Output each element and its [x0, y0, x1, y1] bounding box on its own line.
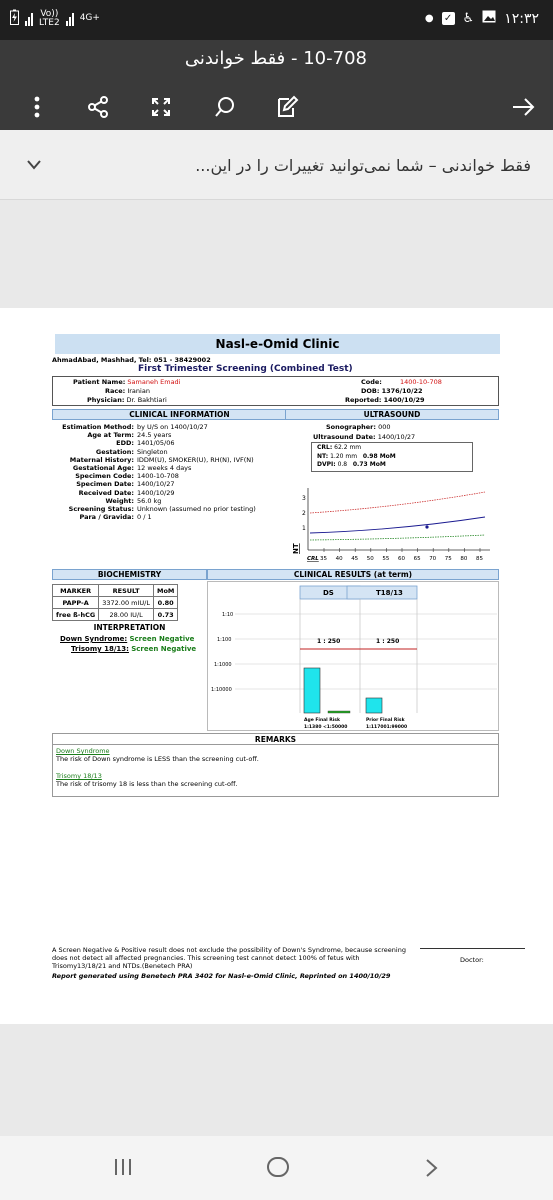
reported-label: Reported: — [345, 396, 382, 404]
nt-lower-curve — [310, 535, 485, 540]
reported-date: 1400/10/29 — [383, 396, 425, 404]
clinical-info-header: CLINICAL INFORMATION — [52, 409, 307, 420]
interp-trisomy: Trisomy 18/13: Screen Negative — [71, 645, 197, 653]
risk-ytick-10: 1:10 — [222, 612, 234, 618]
clinical-info-label: Estimation Method: — [62, 423, 134, 431]
biochemistry-table — [52, 584, 178, 621]
signal-icon-2 — [66, 12, 74, 26]
clinic-name: Nasl-e-Omid Clinic — [55, 334, 500, 354]
banner-expand-button[interactable] — [26, 156, 42, 175]
nt-chart-xlabel: CRL — [307, 556, 319, 562]
clinical-info-row — [52, 480, 302, 488]
clinical-info-value: 1400-10-708 — [137, 472, 179, 481]
nt-xtick-label: 45 — [351, 556, 359, 562]
biochemistry-header: BIOCHEMISTRY — [52, 569, 207, 580]
clinic-address: AhmadAbad, Mashhad, Tel: 051 - 38429002 — [52, 356, 211, 364]
status-left — [10, 9, 100, 28]
clinical-info-row — [52, 439, 302, 447]
battery-charging-icon — [10, 9, 19, 28]
share-icon — [86, 95, 110, 119]
clinical-info-row — [52, 464, 302, 472]
t18-label: T18/13 — [376, 589, 403, 597]
nt-xtick-label: 50 — [366, 556, 374, 562]
clinical-info-value: 24.5 years — [137, 431, 172, 440]
status-bar — [0, 0, 553, 40]
clinical-info-label: EDD: — [116, 439, 134, 448]
recents-button[interactable] — [113, 1158, 133, 1180]
clinical-info-row — [52, 456, 302, 464]
toolbar — [0, 86, 553, 126]
clinical-info-row — [52, 497, 302, 505]
patient-name-label: Patient Name: — [73, 378, 126, 386]
dvpi-row: DVPI: 0.8 0.73 MoM — [317, 461, 386, 468]
remarks-header: REMARKS — [52, 733, 499, 745]
nt-xtick-label: 75 — [444, 556, 452, 562]
remark-down-syndrome-title: Down Syndrome — [56, 747, 110, 755]
nt-xtick-label: 55 — [382, 556, 390, 562]
nt-xtick-label: 80 — [460, 556, 468, 562]
clinical-info-row — [52, 472, 302, 480]
table-row: PAPP-A 3372.00 mIU/L 0.80 — [53, 597, 178, 609]
generated-by-text: Report generated using Benetech PRA 3402 for Nasl-e-Omid Clinic, Reprinted on 1400/10/29 — [52, 972, 391, 980]
clinical-info-value: 12 weeks 4 days — [137, 464, 192, 472]
t18-sub-label: Prior Final Risk — [366, 718, 405, 723]
document-page[interactable] — [0, 308, 553, 1024]
home-button[interactable] — [266, 1156, 290, 1182]
ds-sub-label: Age Final Risk — [304, 718, 340, 723]
physician: Dr. Bakhtiari — [126, 396, 167, 404]
checkbox-notification-icon: ✓ — [442, 12, 455, 25]
clinical-results-chart — [207, 581, 499, 731]
clinical-results-header: CLINICAL RESULTS (at term) — [207, 569, 499, 580]
nt-upper-curve — [310, 492, 485, 513]
clinical-info-value: 56.0 kg — [137, 496, 162, 505]
ultrasound-header: ULTRASOUND — [285, 409, 499, 420]
risk-ytick-100: 1:100 — [217, 637, 232, 643]
clinical-info-label: Weight: — [105, 496, 134, 505]
ds-cutoff-ratio: 1 : 250 — [317, 638, 341, 645]
clinical-info-label: Specimen Code: — [75, 472, 134, 481]
dot-icon: ● — [424, 13, 434, 24]
race: Iranian — [127, 387, 150, 395]
clinical-info-row — [52, 423, 302, 431]
col-marker: MARKER — [53, 585, 99, 597]
back-button[interactable] — [425, 1158, 439, 1182]
col-result: RESULT — [99, 585, 154, 597]
forward-button[interactable] — [508, 92, 538, 122]
sonographer-row: Sonographer: 000 — [326, 423, 391, 431]
clinical-info-label: Maternal History: — [69, 455, 134, 464]
clock: ۱۲:۳۲ — [504, 10, 539, 27]
remark-trisomy-title: Trisomy 18/13 — [56, 772, 102, 780]
ds-label: DS — [323, 589, 334, 597]
risk-ytick-1000: 1:1000 — [214, 662, 232, 668]
app-bar — [0, 40, 553, 130]
clinical-info-label: Gestation: — [95, 447, 134, 456]
clinical-info-value: 1400/10/27 — [137, 480, 175, 489]
search-button[interactable] — [210, 92, 240, 122]
interpretation-header: INTERPRETATION — [93, 623, 166, 632]
expand-icon — [150, 96, 172, 118]
clinical-info-row — [52, 513, 302, 521]
ds-age-risk-bar — [304, 668, 320, 713]
navigation-bar — [0, 1136, 553, 1200]
edit-button[interactable] — [272, 92, 302, 122]
dob: 1376/10/22 — [381, 387, 423, 395]
interpretation-box — [52, 623, 207, 665]
nt-median-curve — [310, 517, 485, 533]
t18-sub-values: 1:117001:99000 — [366, 725, 408, 730]
chevron-right-icon — [425, 1158, 439, 1178]
report-subtitle: First Trimester Screening (Combined Test) — [138, 364, 353, 374]
document-title: 10-708 - فقط خواندنی — [184, 48, 367, 69]
clinical-info-value: 0 / 1 — [137, 513, 152, 522]
accessibility-icon: ♿ — [462, 11, 475, 26]
doctor-signature-line — [420, 948, 525, 949]
clinical-info-value: by U/S on 1400/10/27 — [137, 423, 208, 431]
nt-crl-chart — [290, 480, 495, 565]
t18-cutoff-ratio: 1 : 250 — [376, 638, 400, 645]
patient-name: Samaneh Emadi — [127, 378, 181, 386]
clinical-info-value: Unknown (assumed no prior testing) — [137, 505, 256, 513]
disclaimer-text: A Screen Negative & Positive result does not exclude the possibility of Down's Syndrome, because screening does not detect all affected pregnancies. This screening test cannot detect 100% of fetus with Trisomy13/18/21 and NTDs.(Benetech PRA) — [52, 946, 406, 970]
clinical-info-label: Para / Gravida: — [79, 513, 134, 522]
crl-row: CRL: 62.2 mm — [317, 444, 362, 451]
clinical-info-value: 1400/10/29 — [137, 488, 175, 497]
remark-down-syndrome-text: The risk of Down syndrome is LESS than the screening cut-off. — [56, 755, 259, 763]
clinical-info-label: Specimen Date: — [76, 480, 134, 489]
fullscreen-button[interactable] — [146, 92, 176, 122]
risk-ytick-10000: 1:10000 — [211, 687, 232, 693]
clinical-info-label: Gestational Age: — [72, 464, 134, 472]
image-notification-icon — [482, 10, 496, 27]
clinical-info-value: Singleton — [137, 447, 168, 456]
search-icon — [213, 95, 237, 119]
more-options-button[interactable] — [22, 92, 52, 122]
share-button[interactable] — [83, 92, 113, 122]
chevron-down-icon — [26, 159, 42, 171]
nt-xtick-label: 65 — [413, 556, 421, 562]
clinical-info-label: Age at Term: — [87, 431, 134, 440]
nt-chart-ylabel: NT — [292, 543, 300, 554]
clinical-info-label: Screening Status: — [68, 505, 134, 513]
more-vertical-icon — [34, 96, 40, 118]
report-footer — [52, 946, 412, 980]
clinical-info-value: IDDM(U), SMOKER(U), RH(N), IVF(N) — [137, 455, 254, 464]
network-label: Vo)) LTE2 — [39, 8, 60, 28]
patient-code: 1400-10-708 — [399, 378, 442, 386]
physician-label: Physician: — [87, 396, 125, 404]
dob-label: DOB: — [361, 387, 380, 395]
nt-xtick-label: 70 — [429, 556, 437, 562]
readonly-banner[interactable] — [0, 130, 553, 200]
measurement-box — [311, 442, 473, 472]
patient-box — [52, 376, 499, 406]
ds-sub-values: 1:1380 <1:50000 — [304, 725, 348, 730]
remark-trisomy-text: The risk of trisomy 18 is less than the screening cut-off. — [56, 780, 238, 788]
nt-xtick-label: 40 — [335, 556, 343, 562]
readonly-banner-text: فقط خواندنی – شما نمی‌توانید تغییرات را در این... — [195, 156, 531, 175]
edit-icon — [275, 95, 299, 119]
nt-patient-point — [425, 525, 428, 528]
code-label: Code: — [361, 378, 382, 386]
interp-down-syndrome: Down Syndrome: Screen Negative — [60, 635, 195, 643]
nt-ytick-2: 2 — [302, 510, 306, 517]
nt-xtick-label: 60 — [398, 556, 405, 562]
clinical-info-row — [52, 489, 302, 497]
race-label: Race: — [105, 387, 126, 395]
table-header-row — [53, 585, 178, 597]
clinical-info-label: Received Date: — [78, 488, 134, 497]
ultrasound-date-row: Ultrasound Date: 1400/10/27 — [313, 433, 416, 441]
nt-xtick-label: 35 — [320, 556, 327, 562]
nt-ytick-3: 3 — [302, 495, 306, 502]
arrow-right-icon — [511, 97, 535, 117]
clinical-info-row — [52, 505, 302, 513]
table-row: free ß-hCG 28.00 IU/L 0.73 — [53, 609, 178, 621]
t18-prior-risk-bar — [366, 698, 382, 713]
network-4g-label: 4G+ — [79, 13, 100, 23]
clinical-info-row — [52, 431, 302, 439]
nt-row: NT: 1.20 mm 0.98 MoM — [317, 452, 396, 460]
nt-ytick-1: 1 — [302, 525, 306, 532]
ds-final-risk-bar — [328, 711, 350, 713]
doctor-label: Doctor: — [460, 956, 484, 964]
nt-xtick-label: 85 — [476, 556, 483, 562]
signal-icon — [25, 12, 33, 26]
recents-icon — [113, 1158, 133, 1176]
remarks-box — [52, 745, 499, 797]
clinical-info-row — [52, 448, 302, 456]
home-icon — [266, 1156, 290, 1178]
col-mom: MoM — [154, 585, 178, 597]
status-right — [425, 10, 539, 27]
clinical-info-value: 1401/05/06 — [137, 439, 175, 448]
